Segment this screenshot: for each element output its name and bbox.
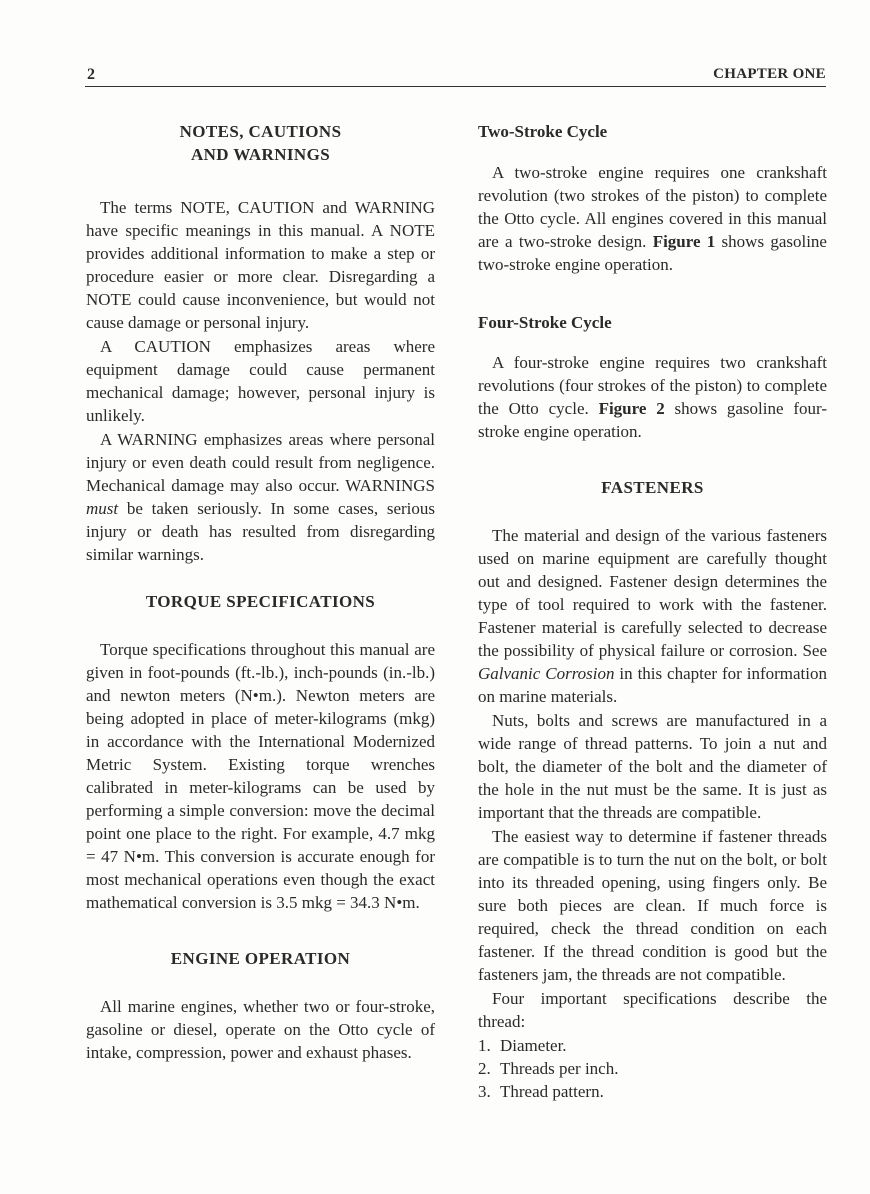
four-stroke-paragraph: A four-stroke engine requires two crankshaft revolutions (four strokes of the piston) to complete the Otto cycle. Figure 2 shows gasoline four-stroke engine operation. (478, 353, 827, 441)
right-column (478, 120, 827, 1103)
engine-heading: ENGINE OPERATION (170, 949, 351, 968)
engine-paragraph: All marine engines, whether two or four-stroke, gasoline or diesel, operate on the Otto cycle of intake, compression, power and exhaust phases. (86, 997, 435, 1062)
two-stroke-heading: Two-Stroke Cycle (478, 122, 608, 141)
left-column (86, 120, 435, 1064)
page-number: 2 (87, 66, 95, 83)
list-item: 1. Diameter. (478, 1036, 567, 1055)
fasteners-paragraph-3: The easiest way to determine if fastener threads are compatible is to turn the nut on the bolt, or bolt into its threaded opening, using fingers only. Be sure both pieces are clean. If much force is required, check the thread condition on each fastener. If the thread condition is good but the fasteners jam, the threads are not compatible. (478, 827, 827, 984)
page-header (85, 64, 826, 87)
notes-paragraph-1: The terms NOTE, CAUTION and WARNING have specific meanings in this manual. A NOTE provides additional information to make a step or procedure easier or more clear. Disregarding a NOTE could cause inconvenience, but would not cause damage or personal injury. (86, 198, 435, 332)
fasteners-paragraph-2: Nuts, bolts and screws are manufactured in a wide range of thread patterns. To join a nut and bolt, the diameter of the bolt and the diameter of the hole in the nut must be the same. It is just as important that the threads are compatible. (478, 711, 827, 822)
chapter-title: CHAPTER ONE (713, 66, 826, 82)
notes-paragraph-2: A CAUTION emphasizes areas where equipment damage could cause permanent mechanical damage; however, personal injury is unlikely. (86, 337, 435, 425)
fasteners-heading: FASTENERS (601, 478, 704, 497)
torque-paragraph: Torque specifications throughout this manual are given in foot-pounds (ft.-lb.), inch-pounds (in.-lb.) and newton meters (N•m.). Newton meters are being adopted in place of meter-kilograms (mkg) in accordance with the International Modernized Metric System. Existing torque wrenches calibrated in meter-kilograms can be used by performing a simple conversion: move the decimal point one place to the right. For example, 4.7 mkg = 47 N•m. This conversion is accurate enough for most mechanical operations even though the exact mathematical conversion is 3.5 mkg = 34.3 N•m. (86, 640, 435, 912)
notes-heading: NOTES, CAUTIONS AND WARNINGS (179, 122, 342, 164)
two-stroke-paragraph: A two-stroke engine requires one crankshaft revolution (two strokes of the piston) to complete the Otto cycle. All engines covered in this manual are a two-stroke design. Figure 1 shows gasoline two-stroke engine operation. (478, 163, 827, 274)
four-stroke-heading: Four-Stroke Cycle (478, 313, 612, 332)
list-item: 2. Threads per inch. (478, 1059, 619, 1078)
fasteners-paragraph-4: Four important specifications describe the thread: (478, 989, 827, 1031)
fasteners-paragraph-1: The material and design of the various fasteners used on marine equipment are carefully thought out and designed. Fastener design determines the type of tool required to work with the fastener. Fastener material is carefully selected to decrease the possibility of physical failure or corrosion. See Galvanic Corrosion in this chapter for information on marine materials. (478, 526, 828, 706)
torque-heading: TORQUE SPECIFICATIONS (145, 592, 376, 611)
list-item: 3. Thread pattern. (478, 1082, 604, 1101)
notes-paragraph-3: A WARNING emphasizes areas where personal injury or even death could result from negligence. Mechanical damage may also occur. WARNINGS must be taken seriously. In some cases, serious injury or death has resulted from disregarding similar warnings. (86, 430, 435, 564)
